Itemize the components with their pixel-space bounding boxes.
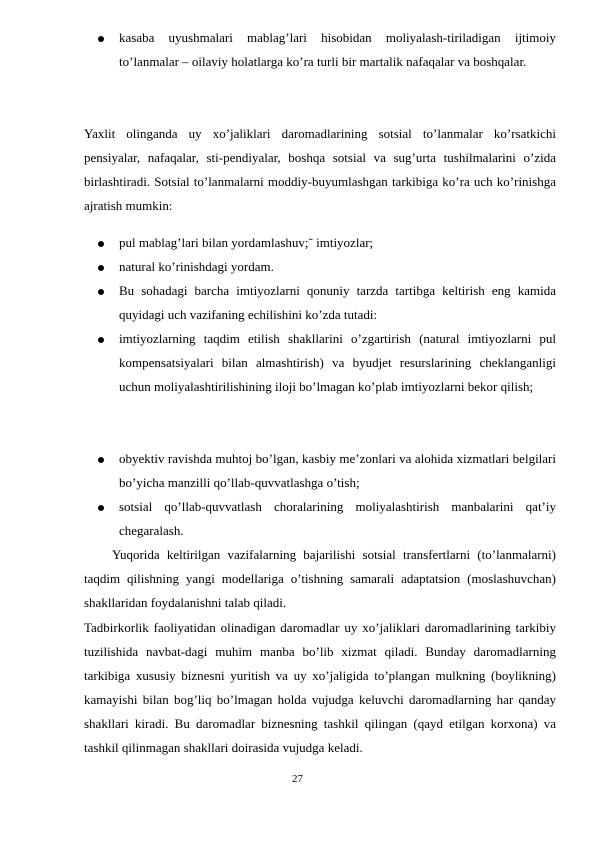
bullet-icon [98, 265, 104, 271]
bullet-icon [98, 241, 104, 247]
paragraph-3: Tadbirkorlik faoliyatidan olinadigan daromadlar uy xo’jaliklari daromadlarining tarkibiy tuzilishida navbat-dagi muhim manba bo’lib xizmat qiladi. Bunday daromadlarning tarkibiga xususiy biznesni yuritish va uy xo’jaligida to’plangan mulkning (boylikning) kamayishi bilan bog’liq bo’lmagan holda vujudga keluvchi daromadlarning har qanday shakllari kiradi. Bu daromadlar biznesning tashkil qilingan (qayd etilgan korxona) va tashkil qilinmagan shakllari doirasida vujudga keladi. [84, 620, 556, 755]
paragraph-2: Yuqorida keltirilgan vazifalarning bajarilishi sotsial transfertlarni (to’lanmalarni) taqdim qilishning yangi modellariga o’tishning samarali adaptatsion (moslashuvchan) shakllaridan foydalanishni talab qiladi. [84, 547, 556, 610]
bullet-icon [98, 505, 104, 511]
bullet-item: Bu sohadagi barcha imtiyozlarni qonuniy tarzda tartibga keltirish eng kamida quyidagi uch vazifaning echilishini ko’zda tutadi: [119, 283, 556, 322]
bullet-icon [98, 337, 104, 343]
page-number: 27 [292, 773, 303, 785]
bullet-item: natural ko’rinishdagi yordam. [119, 259, 274, 274]
bullet-icon [98, 289, 104, 295]
bullet-item: sotsial qo’llab-quvvatlash choralarining moliyalashtirish manbalarini qat’iy chegaralash. [119, 499, 556, 538]
paragraph-1: Yaxlit olinganda uy xo’jaliklari daromadlarining sotsial to’lanmalar ko’rsatkichi pensiyalar, nafaqalar, sti-pendiyalar, boshqa sotsial va sug’urta tushilmalarini o’zida birlashtiradi. Sotsial to’lanmalarni moddiy-buyumlashgan tarkibiga ko’ra uch ko’rinishga ajratish mumkin: [84, 126, 556, 213]
bullet-item: obyektiv ravishda muhtoj bo’lgan, kasbiy me’zonlari va alohida xizmatlari belgilari bo’yicha manzilli qo’llab-quvvatlashga o’tish; [119, 451, 556, 490]
bullet-item: kasaba uyushmalari mablag’lari hisobidan moliyalash-tiriladigan ijtimoiy to’lanmalar – oilaviy holatlarga ko’ra turli bir martalik nafaqalar va boshqalar. [119, 30, 556, 69]
bullet-item: imtiyozlarning taqdim etilish shakllarini o’zgartirish (natural imtiyozlarni pul kompensatsiyalari bilan almashtirish) va byudjet resurslarining cheklanganligi uchun moliyalashtirilishining iloji bo’lmagan ko’plab imtiyozlarni bekor qilish; [119, 331, 556, 394]
bullet-item: pul mablag’lari bilan yordamlashuv;˜ imtiyozlar; [119, 235, 374, 250]
bullet-icon [98, 457, 104, 463]
bullet-icon [98, 36, 104, 42]
